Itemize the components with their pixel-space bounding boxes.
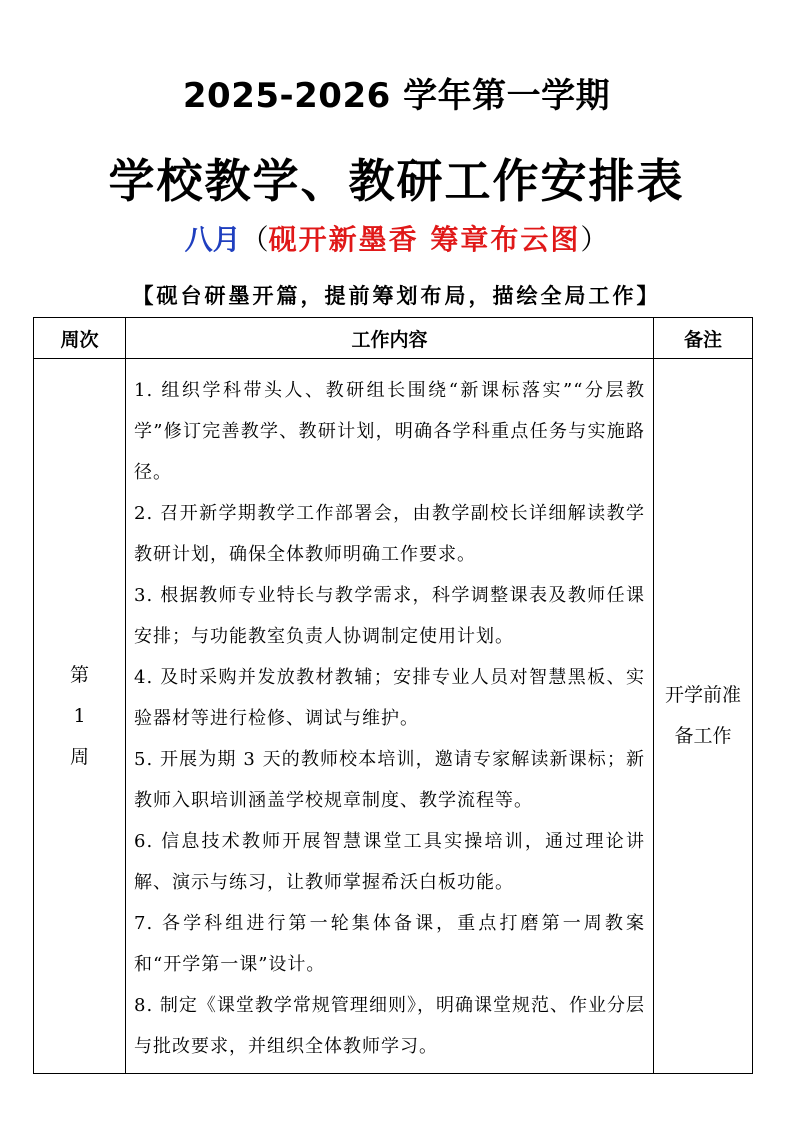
page-title: 学校教学、教研工作安排表 — [108, 154, 685, 208]
close-paren: ） — [580, 223, 609, 256]
content-cell — [126, 359, 654, 1074]
remark-cell: 开学前准备工作 — [654, 359, 753, 1074]
header-content: 工作内容 — [126, 318, 654, 359]
table-header-row — [34, 318, 753, 359]
work-item: 8. 制定《课堂教学常规管理细则》，明确课堂规范、作业分层与批改要求，并组织全体教师学习。 — [134, 995, 645, 1057]
week-char: 周 — [69, 745, 89, 768]
month-theme: 砚开新墨香 筹章布云图 — [268, 223, 581, 256]
week-cell — [34, 359, 126, 1074]
table-row — [34, 359, 753, 1074]
work-item: 2. 召开新学期教学工作部署会，由教学副校长详细解读教学教研计划，确保全体教师明确工作要求。 — [134, 503, 645, 565]
work-item: 4. 及时采购并发放教材教辅；安排专业人员对智慧黑板、实验器材等进行检修、调试与维护。 — [134, 667, 645, 729]
work-item: 1. 组织学科带头人、教研组长围绕“新课标落实”“分层教学”修订完善教学、教研计划，明确各学科重点任务与实施路径。 — [134, 380, 645, 483]
work-item: 6. 信息技术教师开展智慧课堂工具实操培训，通过理论讲解、演示与练习，让教师掌握希沃白板功能。 — [134, 831, 645, 893]
work-item: 7. 各学科组进行第一轮集体备课，重点打磨第一周教案和“开学第一课”设计。 — [134, 913, 645, 975]
week-char: 第 — [69, 663, 89, 686]
week-number: 1 — [73, 704, 86, 727]
header-week: 周次 — [34, 318, 126, 359]
work-item: 5. 开展为期 3 天的教师校本培训，邀请专家解读新课标；新教师入职培训涵盖学校规章制度、教学流程等。 — [134, 749, 645, 811]
month-theme-line — [0, 218, 793, 258]
header-remark: 备注 — [654, 318, 753, 359]
semester-title: 2025-2026 学年第一学期 — [182, 76, 611, 116]
work-item: 3. 根据教师专业特长与教学需求，科学调整课表及教师任课安排；与功能教室负责人协调制定使用计划。 — [134, 585, 645, 647]
open-paren: （ — [240, 223, 269, 256]
schedule-table — [33, 317, 753, 1074]
month-label: 八月 — [184, 223, 241, 256]
section-subtitle: 【砚台研墨开篇，提前筹划布局，描绘全局工作】 — [132, 284, 661, 308]
